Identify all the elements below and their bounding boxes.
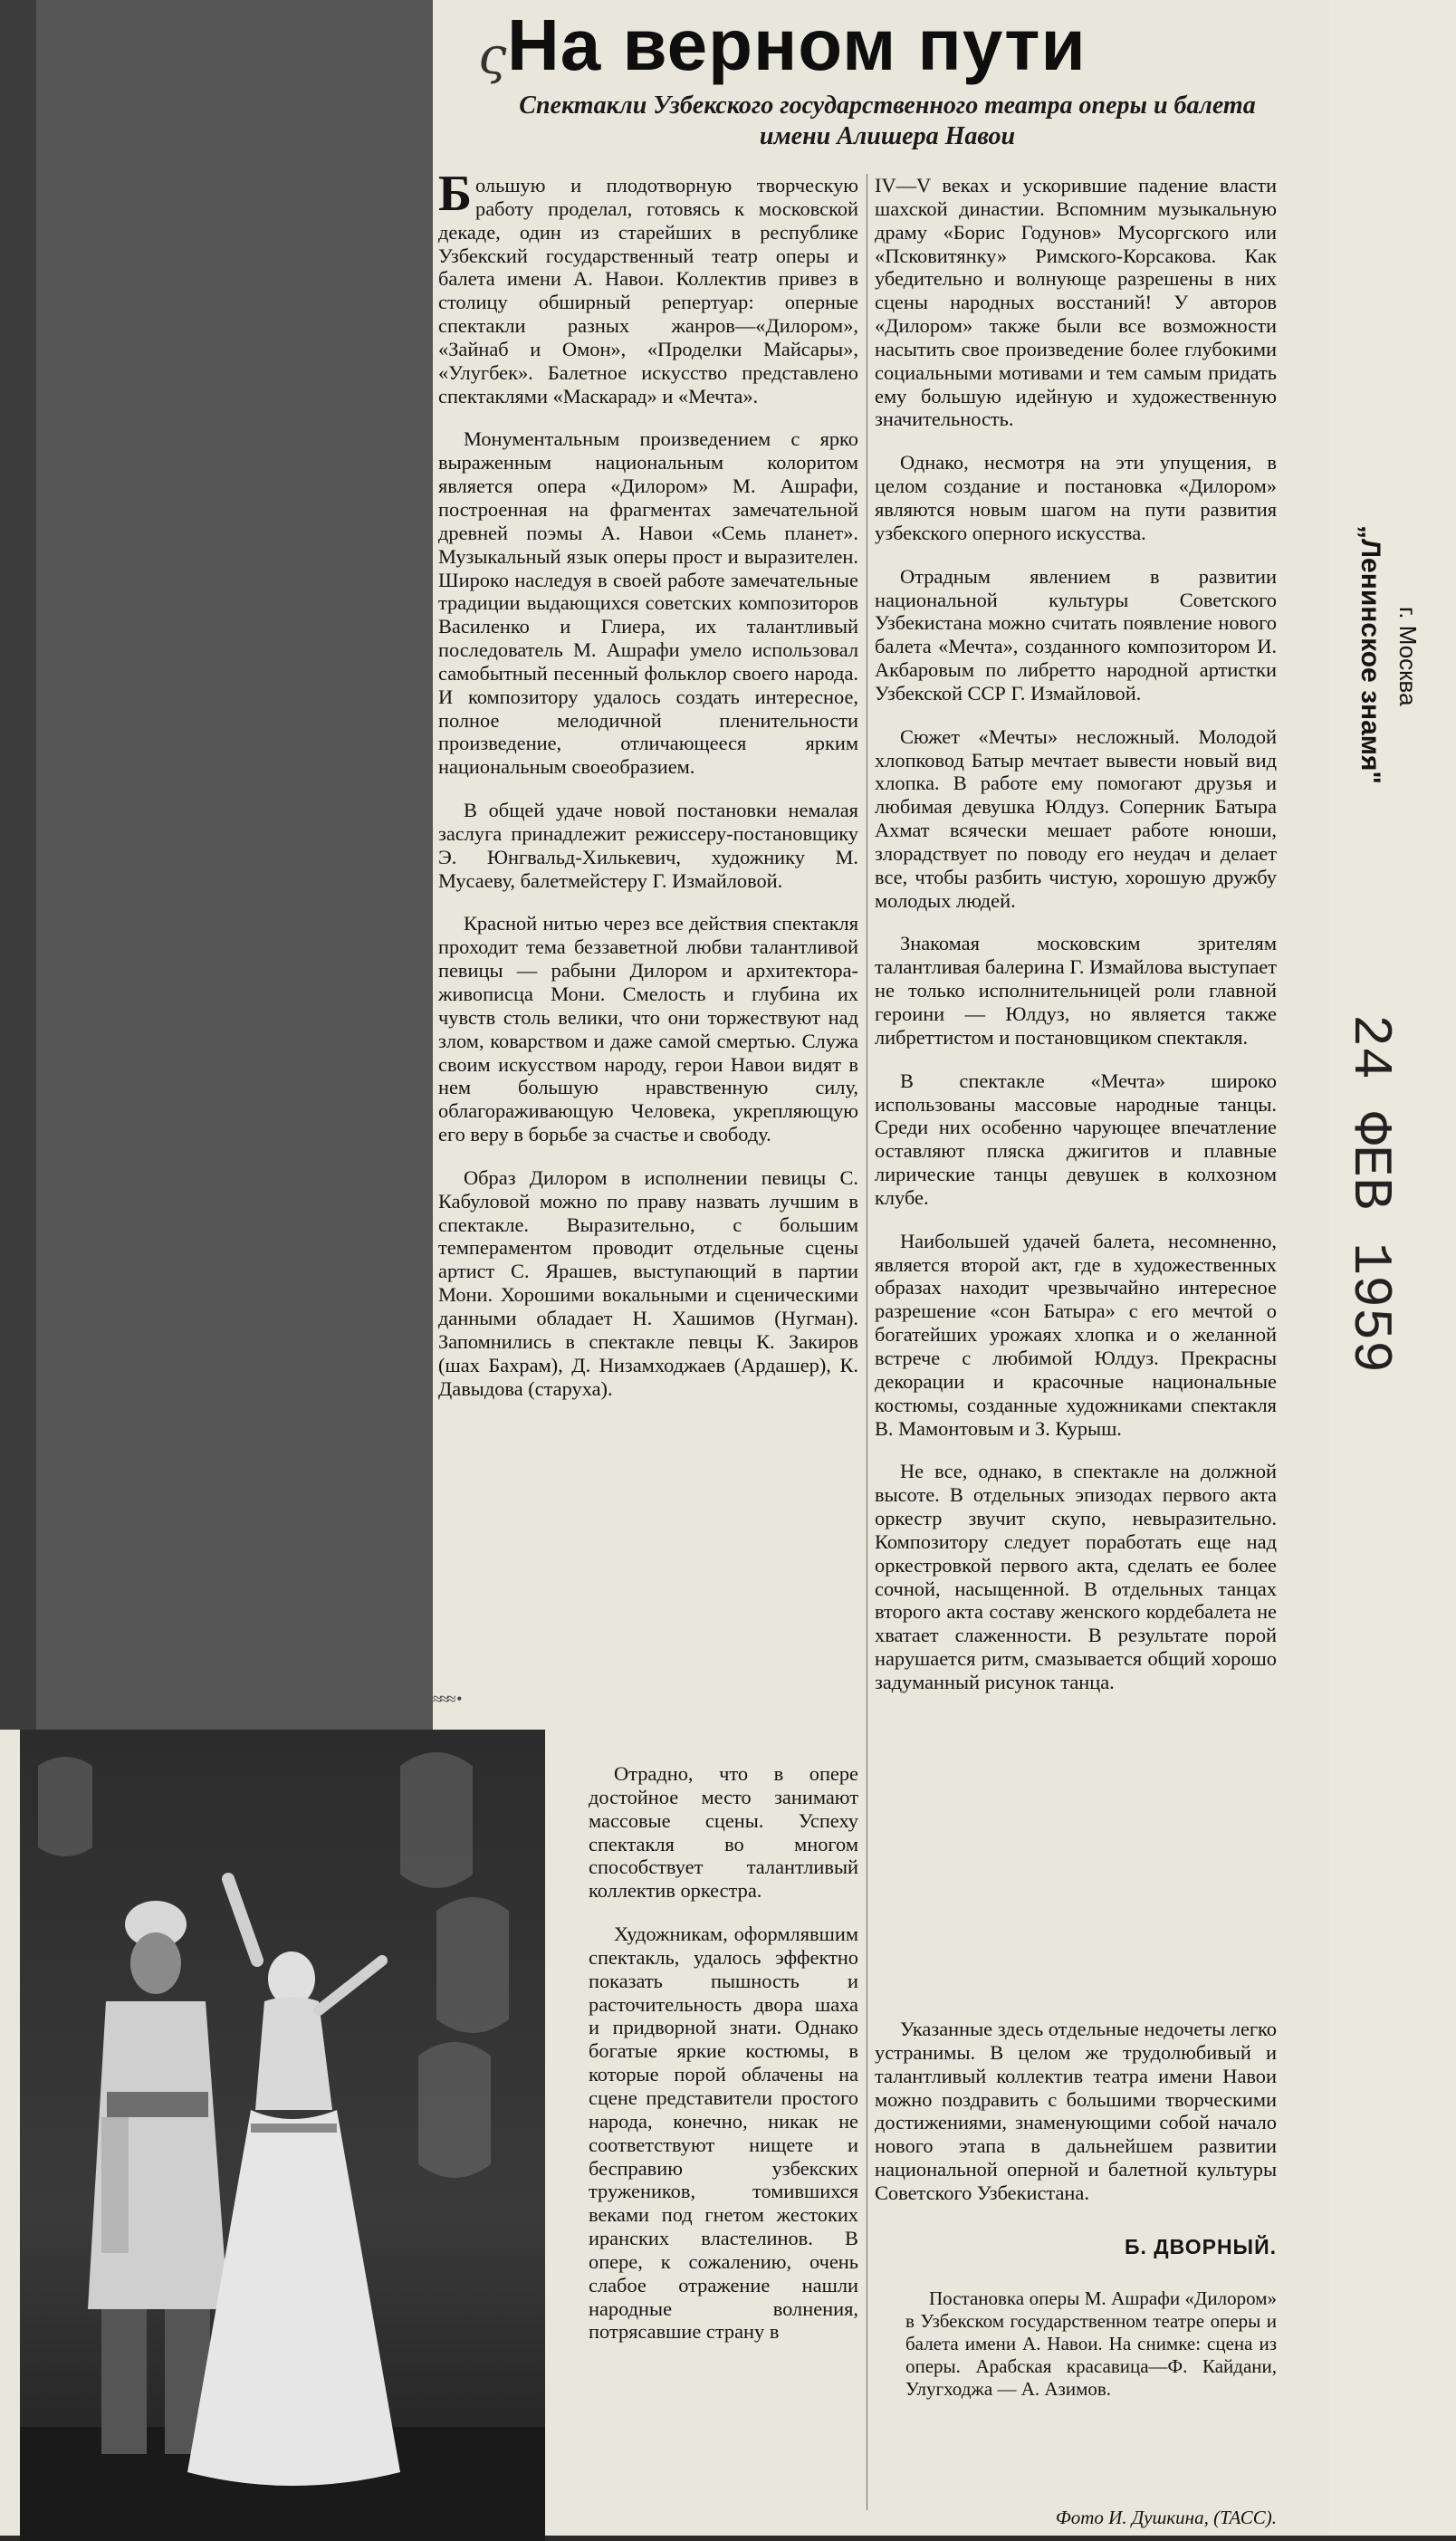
column-1-continued [589, 1762, 858, 2364]
photo-credit: Фото И. Душкина, (ТАСС). [1055, 2507, 1277, 2528]
paragraph: Образ Дилором в исполнении певицы С. Кабуловой можно по праву назвать лучшим в спектакле. Выразительно, с большим темпераментом проводит отдельные сцены артист С. Ярашев, выступающий в партии Мони. Хорошими вокальными и сценическими данными обладает Н. Хашимов (Нугман). Запомнились в спектакле певцы К. Закиров (шах Бахрам), Д. Низамходжаев (Ардашер), К. Давыдова (старуха). [438, 1165, 858, 1400]
paragraph: Наибольшей удачей балета, несомненно, является второй акт, где в художественных образах находит чрезвычайно интересное разрешение «сон Батыра» с его мечтой о богатейших урожаях хлопка и о желанной встрече с любимой Юлдуз. Прекрасны декорации и красочные национальные костюмы, созданные художниками спектакля В. Мамонтовым и З. Курыш. [875, 1229, 1277, 1440]
paragraph: Монументальным произведением с ярко выраженным национальным колоритом является опера «Дилором» М. Ашрафи, построенная на фрагментах замечательной древней поэмы А. Навои «Семь планет». Музыкальный язык оперы прост и выразителен. Широко наследуя в своей работе замечательные традиции выдающихся советских композиторов Василенко и Глиера, их талантливый последователь М. Ашрафи умело использовал самобытный песенный фольклор своего народа. И композитору удалось создать интересное, полное мелодичной пленительности произведение, отличающееся ярким национальным своеобразием. [438, 427, 858, 779]
column-1 [438, 166, 858, 1420]
paragraph: В спектакле «Мечта» широко использованы массовые народные танцы. Среди них особенно чарующее впечатление оставляют пляска джигитов и плавные лирические танцы девушек в колхозном клубе. [875, 1069, 1277, 1209]
paragraph: Большую и плодотворную творческую работу проделал, готовясь к московской декаде, один из старейших в республике Узбекский государственный театр оперы и балета имени А. Навои. Коллектив привез в столицу обширный репертуар: оперные спектакли разных жанров—«Дилором», «Зайнаб и Омон», «Проделки Майсары», «Улугбек». Балетное искусство представлено спектаклями «Маскарад» и «Мечта». [438, 166, 858, 408]
paragraph: Отрадно, что в опере достойное место занимают массовые сцены. Успеху спектакля во многом способствует талантливый коллектив оркестра. [589, 1762, 858, 1903]
photo-caption [905, 2287, 1277, 2401]
paragraph: Не все, однако, в спектакле на должной высоте. В отдельных эпизодах первого акта оркестр звучит скупо, невыразительно. Композитору следует поработать еще над оркестровкой первого акта, сделать ее более сочной, насыщенной. В отдельных танцах второго акта составу женского кордебалета не хватает слаженности. В результате порой нарушается ритм, смазывается общий хорошо задуманный рисунок танца. [875, 1460, 1277, 1693]
newspaper-source-label [1331, 525, 1440, 815]
wavy-ornament-icon: ≈≈≈ • [433, 1690, 461, 1708]
paragraph: Отрадным явлением в развитии национальной культуры Советского Узбекистана можно считать появление нового балета «Мечта», созданного композитором И. Акбаровым по либретто народной артистки Узбекской ССР Г. Измайловой. [875, 564, 1277, 705]
newspaper-name: „Ленинское знамя" [1355, 525, 1385, 784]
column-2-conclusion [875, 2018, 1277, 2225]
paragraph: Сюжет «Мечты» несложный. Молодой хлопковод Батыр мечтает вывести новый вид хлопка. В работе ему помогают друзья и любимая девушка Юлдуз. Соперник Батыра Ахмат всячески мешает работе юноши, злорадствует по поводу его неудач и делает все, чтобы разбить чистую, хорошую дружбу молодых людей. [875, 724, 1277, 912]
paragraph: Знакомая московским зрителям талантливая балерина Г. Измайлова выступает не только исполнительницей роли главной героини — Юлдуз, но является также либреттистом и постановщиком спектакля. [875, 932, 1277, 1049]
clipping-backing-dark-strip [0, 0, 36, 1730]
handwritten-mark-icon: ς [478, 27, 507, 86]
paragraph: IV—V веках и ускорившие падение власти шахской династии. Вспомним музыкальную драму «Борис Годунов» Мусоргского или «Псковитянку» Римского-Корсакова. Как убедительно и волнующе разрешены в них сцены народных восстаний! У авторов «Дилором» также были все возможности насытить свое произведение более глубокими социальными мотивами и тем самым придать ему большую идейную и художественную значительность. [875, 174, 1277, 431]
drop-cap: Б [438, 166, 473, 222]
paragraph: В общей удаче новой постановки немалая заслуга принадлежит режиссеру-постановщику Э. Юнгвальд-Хилькевич, художнику М. Мусаеву, балетмейстеру Г. Измайловой. [438, 799, 858, 892]
paragraph: Указанные здесь отдельные недочеты легко устранимы. В целом же трудолюбивый и талантливый коллектив театра имени Навои можно поздравить с большими творческими достижениями, знаменующими собой начало нового этапа в дальнейшем развитии национальной оперной и балетной культуры Советского Узбекистана. [875, 2018, 1277, 2204]
article-title: На верном пути [507, 5, 1087, 85]
opera-scene-photo [20, 1730, 545, 2541]
newspaper-city: г. Москва [1394, 607, 1422, 706]
article-subtitle: Спектакли Узбекского государственного театра оперы и балета имени Алишера Навои [519, 91, 1256, 150]
caption-text: Постановка оперы М. Ашрафи «Дилором» в Узбекском государственном театре оперы и балета имени А. Навои. На снимке: сцена из оперы. Арабская красавица—Ф. Кайдани, Улугходжа — А. Азимов. [905, 2287, 1277, 2400]
paragraph: Красной нитью через все действия спектакля проходит тема беззаветной любви талантливой певицы — рабыни Дилором и архитектора-живописца Мони. Смелость и глубина их чувств столь велики, что они торжествуют над злом, коварством и даже самой смертью. Служа своим искусством народу, герои Навои видят в нем большую нравственную силу, облагораживающую Человека, укрепляющую его веру в борьбе за счастье и свободу. [438, 912, 858, 1146]
date-stamp: 24 ФЕВ 1959 [1338, 1014, 1400, 1374]
paragraph: Художникам, оформлявшим спектакль, удалось эффектно показать пышность и расточительность двора шаха и придворной знати. Однако богатые яркие костюмы, в которые порой облачены на сцене представители простого народа, конечно, никак не соответствуют нищете и бесправию узбекских тружеников, томившихся веками под гнетом жестоких иранских властелинов. В опере, к сожалению, очень слабое отражение нашли народные волнения, потрясавшие страну в [589, 1923, 858, 2344]
column-2 [875, 174, 1277, 1714]
author-signature: Б. ДВОРНЫЙ. [1124, 2235, 1277, 2258]
paragraph: Однако, несмотря на эти упущения, в целом создание и постановка «Дилором» являются новым шагом на пути развития узбекского оперного искусства. [875, 451, 1277, 544]
